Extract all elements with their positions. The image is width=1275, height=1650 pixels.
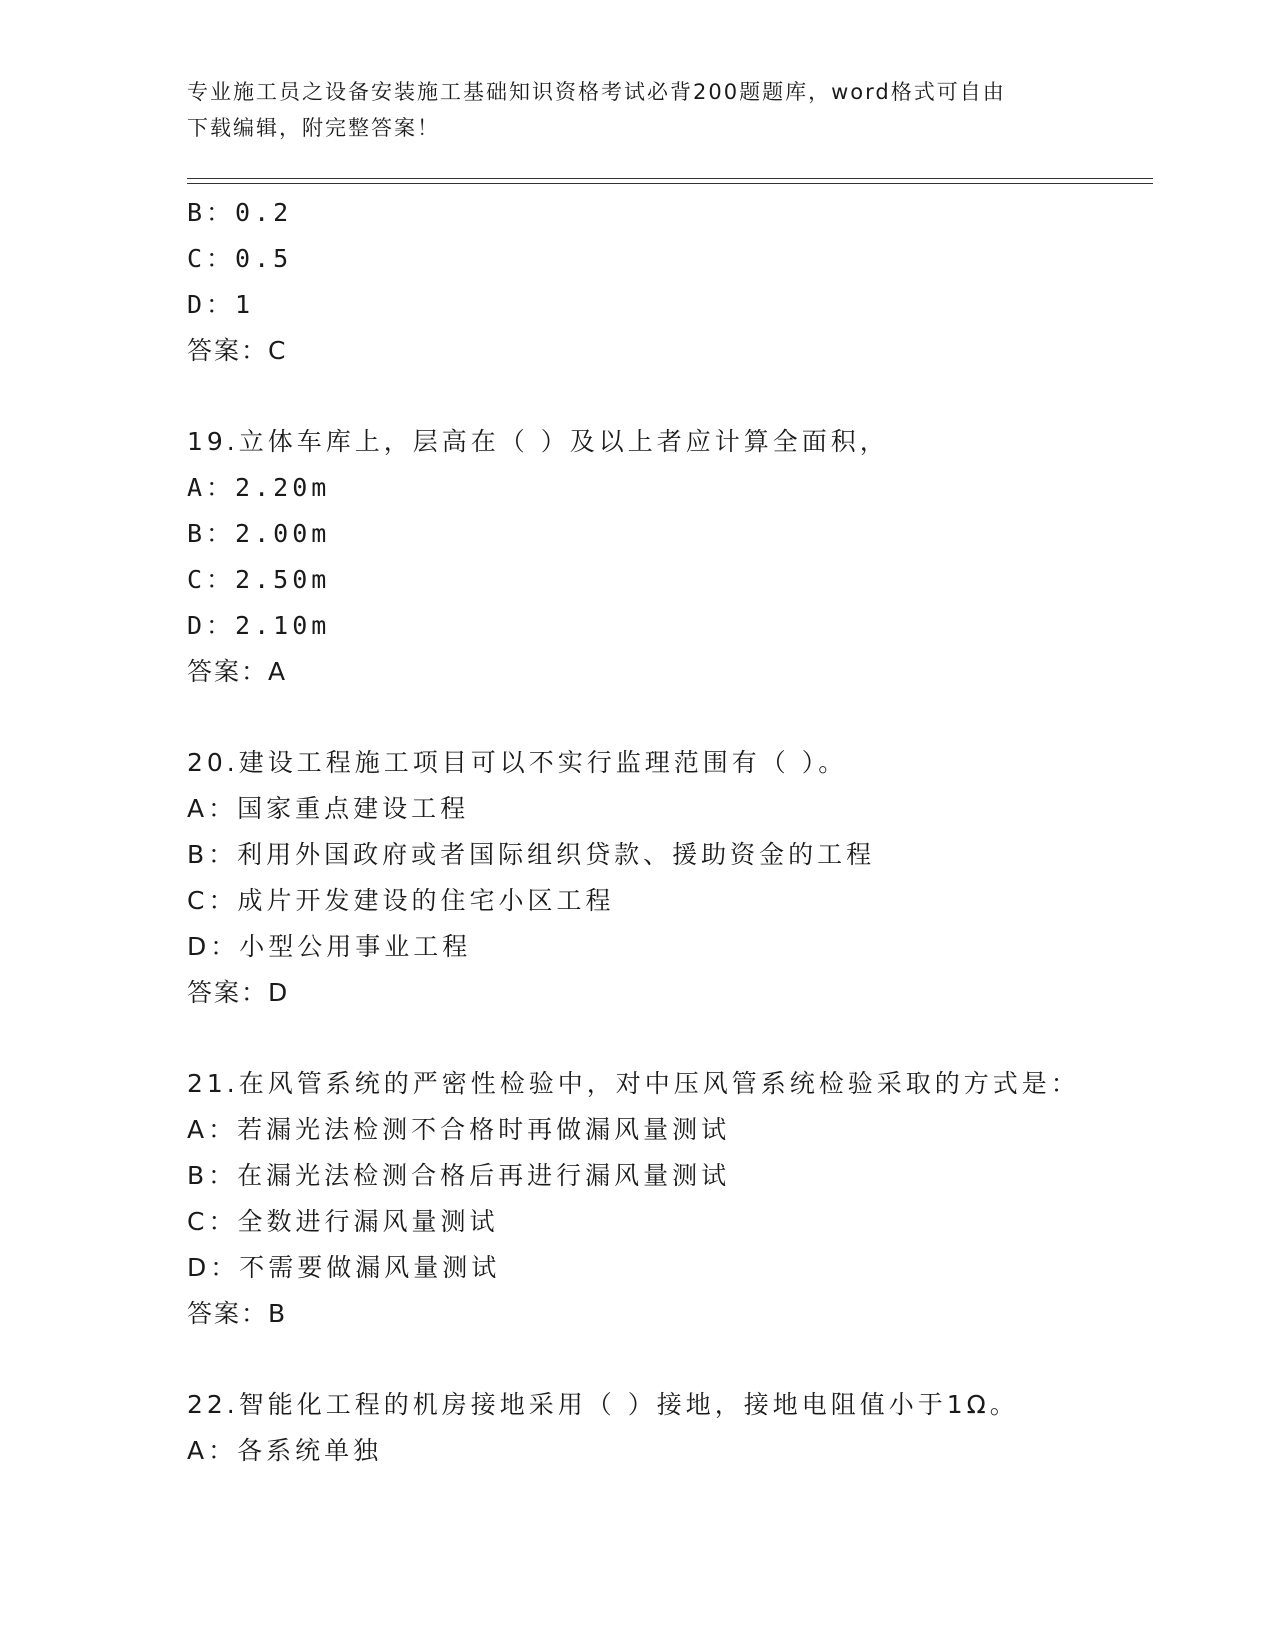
option-c: C：成片开发建设的住宅小区工程 xyxy=(187,886,615,915)
option-b: B：0.2 xyxy=(187,198,293,227)
option-a: A：2.20m xyxy=(187,473,331,502)
option-b: B：在漏光法检测合格后再进行漏风量测试 xyxy=(187,1161,731,1190)
question-stem: 21.在风管系统的严密性检验中，对中压风管系统检验采取的方式是： xyxy=(187,1069,1080,1098)
option-a: A：若漏光法检测不合格时再做漏风量测试 xyxy=(187,1115,731,1144)
option-c: C：0.5 xyxy=(187,244,293,273)
option-c: C：全数进行漏风量测试 xyxy=(187,1207,499,1236)
header-line-1: 专业施工员之设备安装施工基础知识资格考试必背200题题库，word格式可自由 xyxy=(187,80,1006,104)
option-b: B：2.00m xyxy=(187,519,331,548)
header-line-2: 下载编辑，附完整答案！ xyxy=(187,116,440,140)
question-list xyxy=(187,190,1153,1474)
option-d: D：2.10m xyxy=(187,611,331,640)
option-b: B：利用外国政府或者国际组织贷款、援助资金的工程 xyxy=(187,840,876,869)
question-stem: 19.立体车库上，层高在（ ）及以上者应计算全面积， xyxy=(187,427,889,456)
question-20 xyxy=(187,740,1153,1016)
option-a: A：各系统单独 xyxy=(187,1436,383,1465)
answer-line: 答案：B xyxy=(187,1299,288,1328)
document-header xyxy=(187,74,1087,146)
question-stem: 22.智能化工程的机房接地采用（ ）接地，接地电阻值小于1Ω。 xyxy=(187,1390,1019,1419)
header-divider-top xyxy=(187,178,1153,179)
option-d: D：1 xyxy=(187,290,255,319)
answer-line: 答案：A xyxy=(187,657,288,686)
partial-question xyxy=(187,190,1153,374)
question-stem: 20.建设工程施工项目可以不实行监理范围有（ ）。 xyxy=(187,748,848,777)
option-d: D：小型公用事业工程 xyxy=(187,932,472,961)
question-19 xyxy=(187,419,1153,695)
header-divider-bottom xyxy=(187,183,1153,184)
answer-line: 答案：C xyxy=(187,336,288,365)
option-d: D：不需要做漏风量测试 xyxy=(187,1253,501,1282)
question-21 xyxy=(187,1061,1153,1337)
answer-line: 答案：D xyxy=(187,978,290,1007)
option-c: C：2.50m xyxy=(187,565,331,594)
question-22 xyxy=(187,1382,1153,1474)
option-a: A：国家重点建设工程 xyxy=(187,794,470,823)
